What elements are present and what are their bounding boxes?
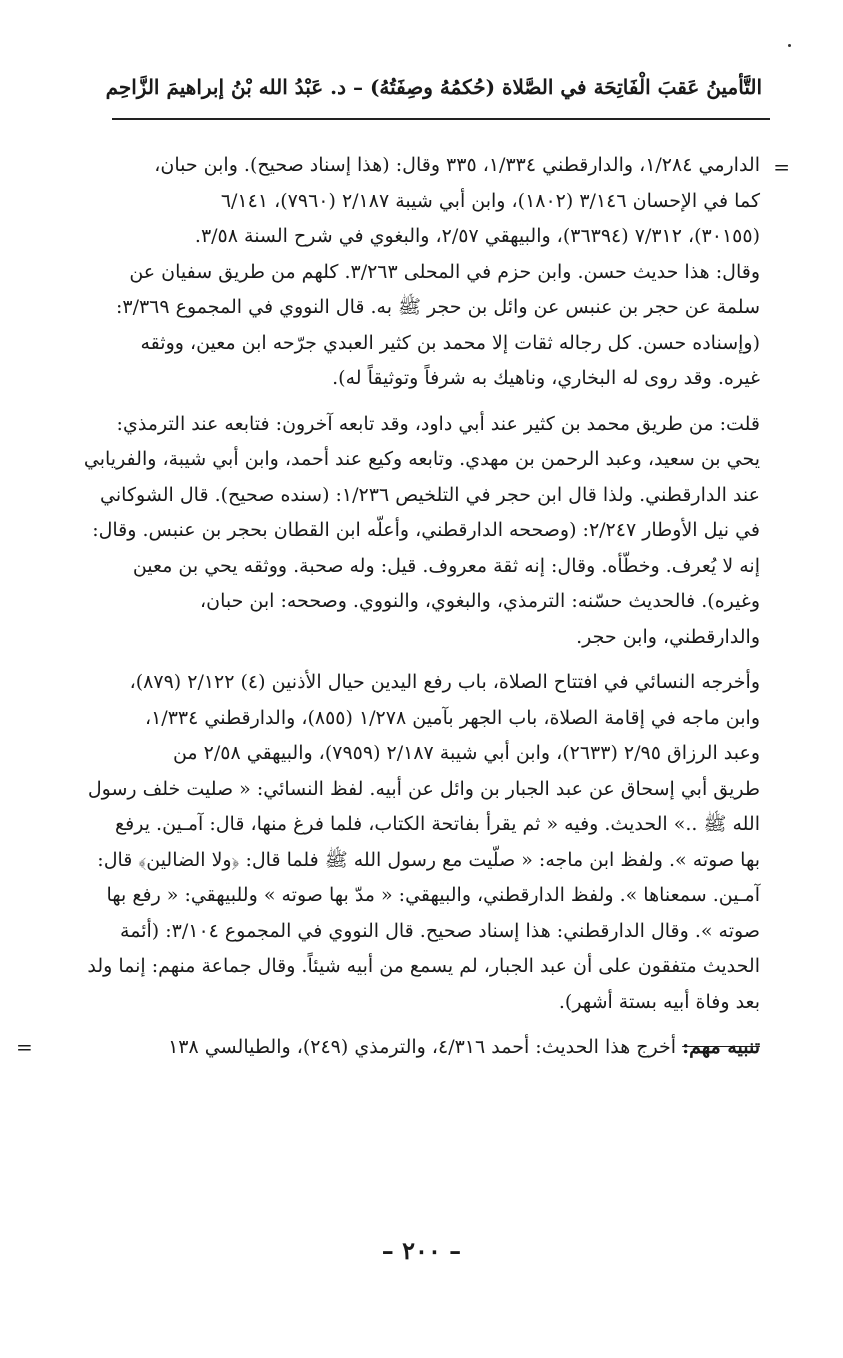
continuation-mark-top: = (773, 155, 790, 179)
note-label: تنبيه مهم: (682, 1036, 760, 1058)
paragraph-2: قلت: من طريق محمد بن كثير عند أبي داود، وقد تابعه آخرون: فتابعه عند الترمذي: يحي بن سعيد، وعبد الرحمن بن مهدي. وتابعه وكيع عند أحمد، وابن أبي شيبة، والفريابي عند الدارقطني. ولذا قال ابن حجر في التلخيص ١/٢٣٦: (سنده صحيح). قال الشوكاني في نيل الأوطار ٢/٢٤٧: (وصححه الدارقطني، وأعلّه ابن القطان بحجر بن عنبس. وقال: إنه لا يُعرف. وخطّأه. وقال: إنه ثقة معروف. قيل: وله صحبة. ووثقه يحي بن معين وغيره). فالحديث حسّنه: الترمذي، والبغوي، والنووي. وصححه: ابن حبان، والدارقطني، وابن حجر. (83, 412, 760, 648)
paragraph-1-text: الدارمي ١/٢٨٤، والدارقطني ١/٣٣٤، ٣٣٥ وقال: (هذا إسناد صحيح). وابن حبان، كما في الإحسان ٣/١٤٦ (١٨٠٢)، وابن أبي شيبة ٢/١٨٧ (٧٩٦٠)، ٦/١٤١ (٣٠١٥٥)، ٧/٣١٢ (٣٦٣٩٤)، والبيهقي ٢/٥٧، والبغوي في شرح السنة ٣/٥٨. وقال: هذا حديث حسن. وابن حزم في المحلى ٣/٢٦٣. كلهم من طريق سفيان عن سلمة عن حجر بن عنبس عن وائل بن حجر ﷺ به. قال النووي في المجموع ٣/٣٦٩: (وإسناده حسن. كل رجاله ثقات إلا محمد بن كثير العبدي جرّحه ابن معين، ووثقه غيره. وقد روى له البخاري، وناهيك به شرفاً وتوثيقاً له). (115, 154, 760, 389)
continuation-mark-bottom: = (16, 1035, 33, 1059)
paragraph-3: وأخرجه النسائي في افتتاح الصلاة، باب رفع اليدين حيال الأذنين (٤) ٢/١٢٢ (٨٧٩)، وابن ماجه في إقامة الصلاة، باب الجهر بآمين ١/٢٧٨ (٨٥٥)، والدارقطني ١/٣٣٤، وعبد الرزاق ٢/٩٥ (٢٦٣٣)، وابن أبي شيبة ٢/١٨٧ (٧٩٥٩)، والبيهقي ٢/٥٨ من طريق أبي إسحاق عن عبد الجبار بن وائل عن أبيه. لفظ النسائي: « صليت خلف رسول الله ﷺ ..» الحديث. وفيه « ثم يقرأ بفاتحة الكتاب، فلما فرغ منها، قال: آمـين. يرفع بها صوته ». ولفظ ابن ماجه: « صلّيت مع رسول الله ﷺ فلما قال: ﴿ولا الضالين﴾ قال: آمـين. سمعناها ». ولفظ الدارقطني، والبيهقي: « مدّ بها صوته » وللبيهقي: « رفع بها صوته ». وقال الدارقطني: هذا إسناد صحيح. قال النووي في المجموع ٣/١٠٤: (أئمة الحديث متفقون على أن عبد الجبار، لم يسمع من أبيه شيئاً. وقال جماعة منهم: إنما ولد بعد وفاة أبيه بستة أشهر). (87, 671, 760, 1013)
paragraph-1 (58, 148, 790, 397)
page-number: – ٢٠٠ – (381, 1236, 462, 1265)
footnote-body (16, 148, 790, 1076)
header-divider (112, 118, 770, 120)
running-header: التَّأمينُ عَقبَ الْفَاتِحَة في الصَّلاة (حُكمُهُ وصِفَتُهُ) – د. عَبْدُ الله بْنُ إبراهيمَ الزَّاحِم (105, 75, 762, 99)
paragraph-4 (16, 1030, 760, 1066)
stray-dot (788, 44, 791, 47)
note-text: أخرج هذا الحديث: أحمد ٤/٣١٦، والترمذي (٢٤٩)، والطيالسي ١٣٨ (168, 1036, 683, 1058)
